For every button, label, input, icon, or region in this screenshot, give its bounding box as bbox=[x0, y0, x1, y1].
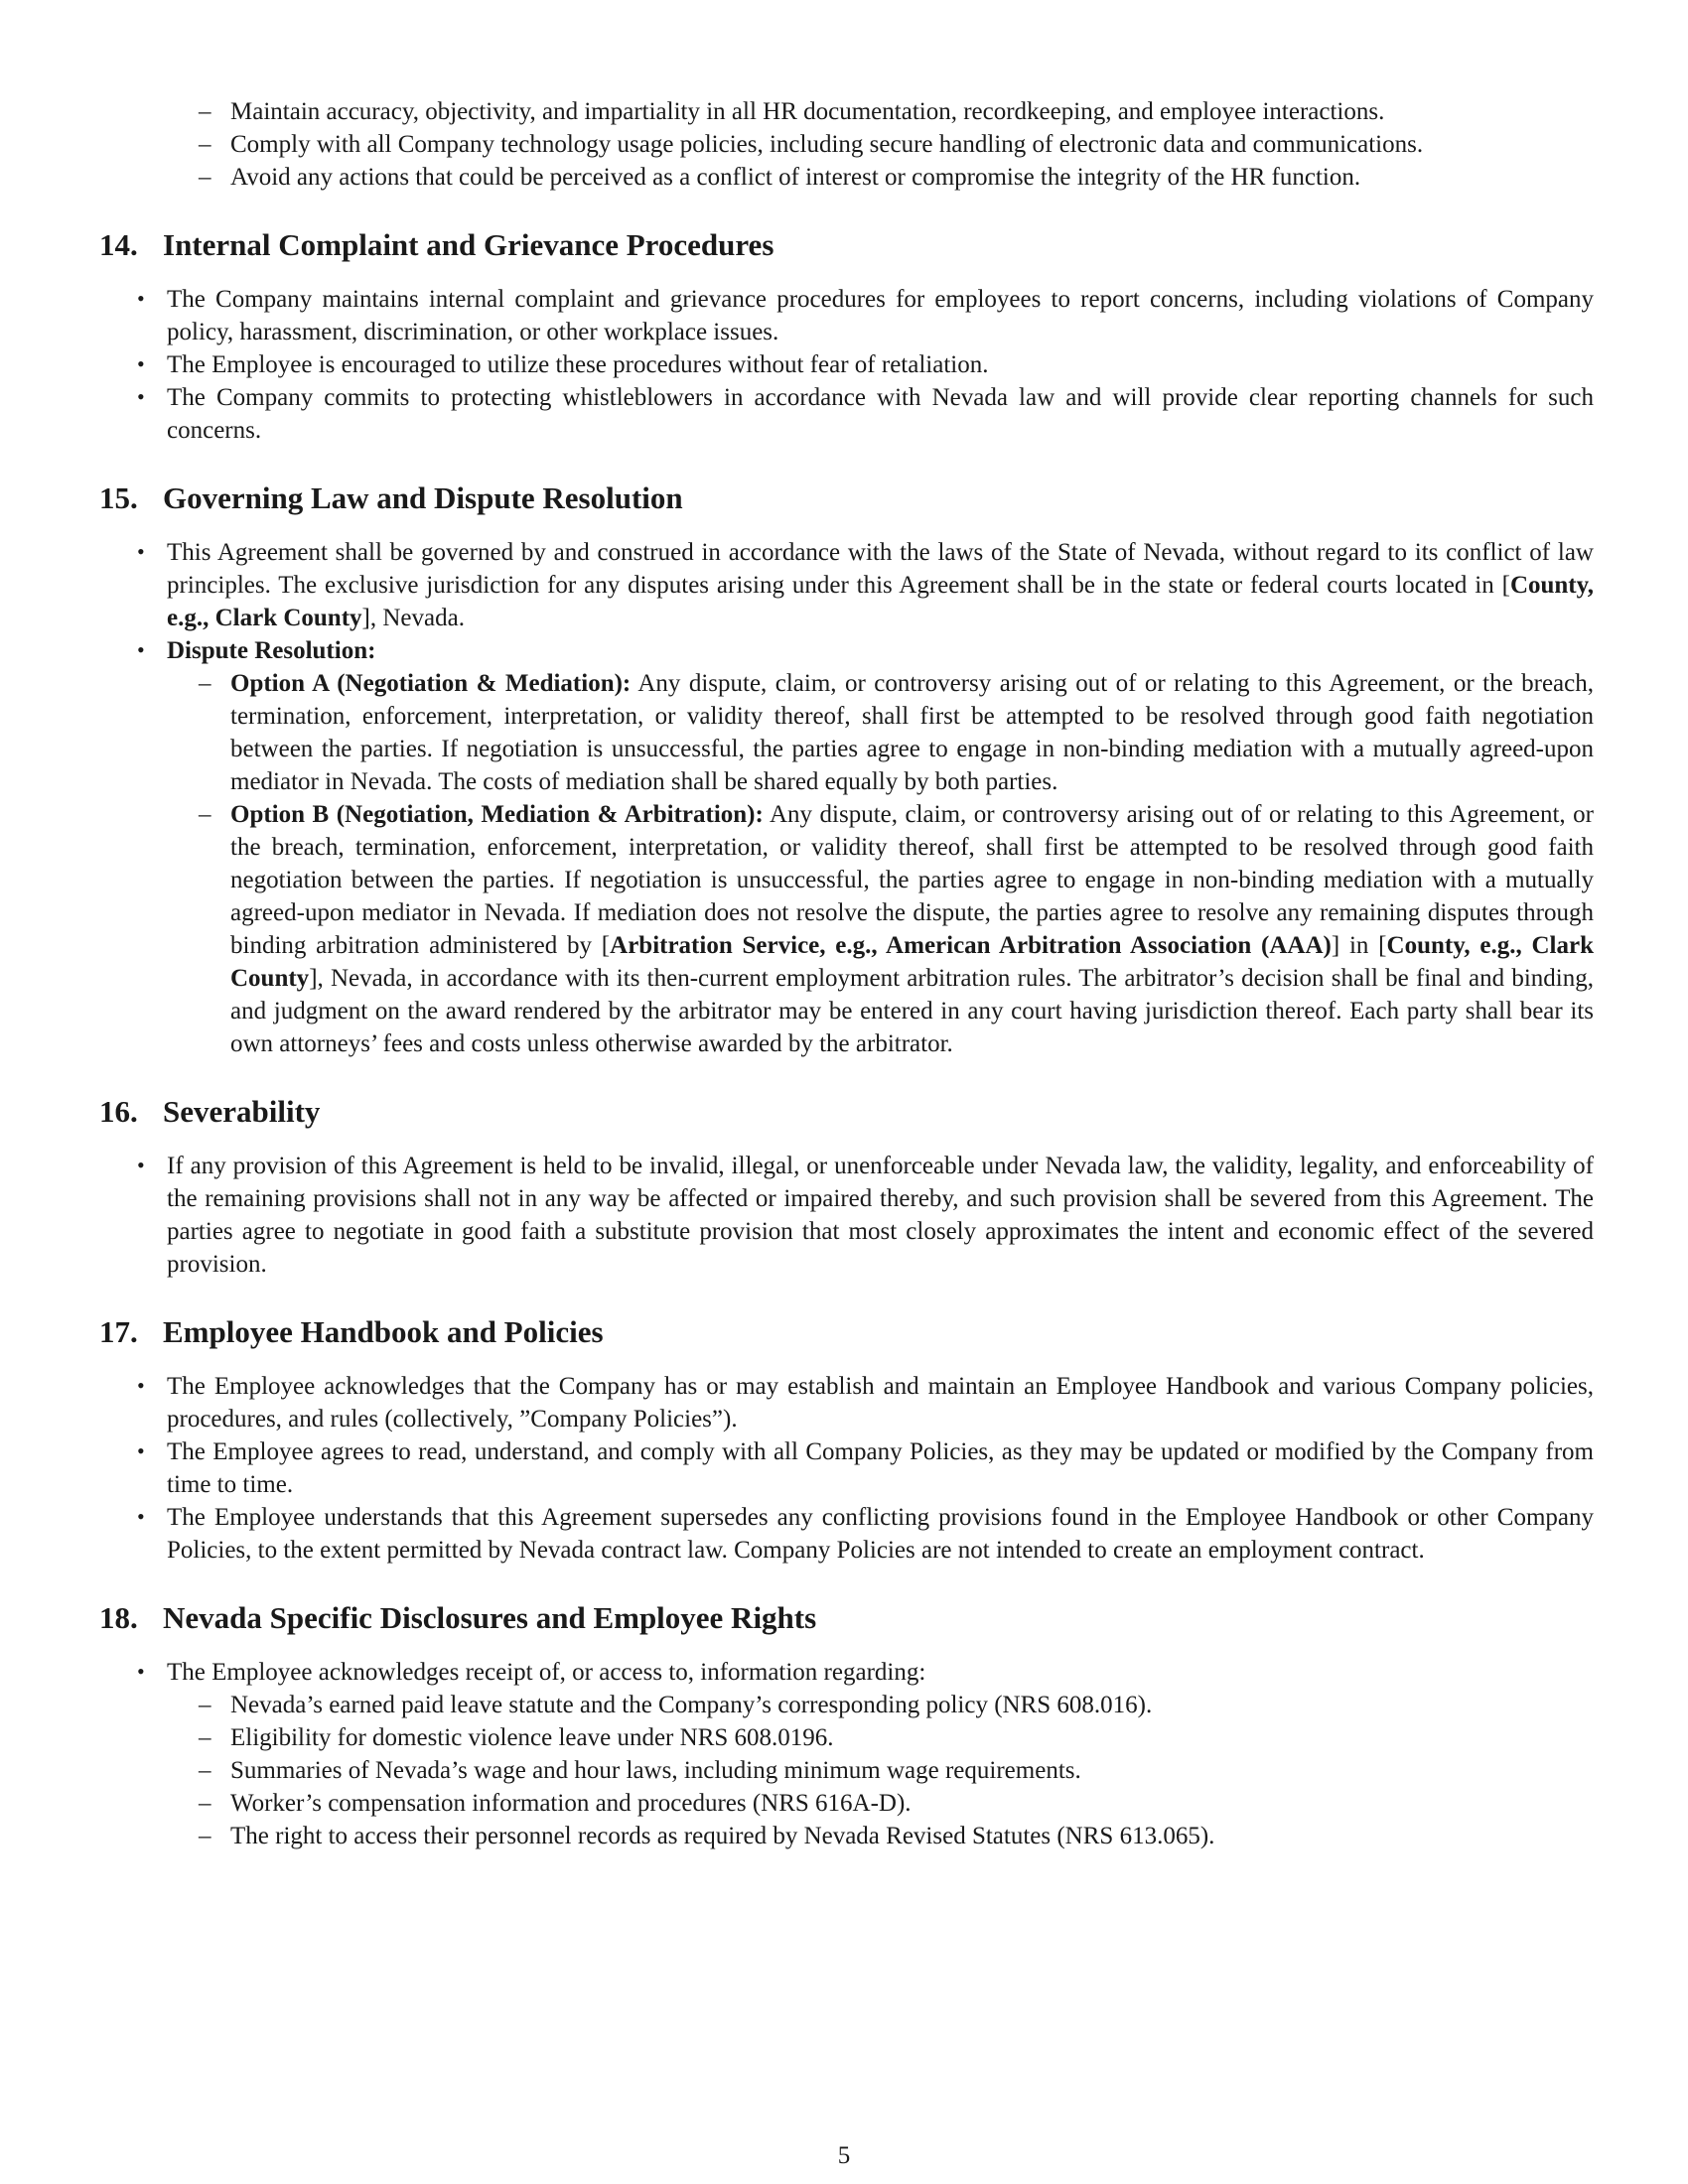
option-a-text: Any dispute, claim, or controversy arising out of or relating to this Agreement, or the breach, termination, enforcement, interpretation, or validity thereof, shall first be attempted to be resolved through good faith negotiation between the parties. If negotiation is unsuccessful, the parties agree to engage in non-binding mediation with a mutually agreed-upon mediator in Nevada. The costs of mediation shall be shared equally by both parties. bbox=[230, 670, 1594, 795]
section-number: 15. bbox=[99, 480, 138, 515]
section-heading-14 bbox=[99, 227, 1594, 263]
list-item-text: The Employee acknowledges receipt of, or access to, information regarding: bbox=[167, 1659, 926, 1686]
list-item-text: The Company commits to protecting whistleblowers in accordance with Nevada law and will provide clear reporting channels for such concerns. bbox=[167, 384, 1594, 444]
list-item-text: The Employee acknowledges that the Company has or may establish and maintain an Employee Handbook and various Company policies, procedures, and rules (collectively, ”Company Policies”). bbox=[167, 1373, 1594, 1433]
section-number: 17. bbox=[99, 1314, 138, 1349]
option-b-text: Any dispute, claim, or controversy arising out of or relating to this Agreement, or the breach, termination, enforcement, interpretation, or validity thereof, shall first be attempted to be resolved through good faith negotiation between the parties. If negotiation is unsuccessful, the parties agree to engage in non-binding mediation with a mutually agreed-upon mediator in Nevada. If mediation does not resolve the dispute, the parties agree to resolve any remaining disputes through binding arbitration administered by [ bbox=[230, 801, 1594, 959]
list-item: • The Company maintains internal complaint and grievance procedures for employees to report concerns, including violations of Company policy, harassment, discrimination, or other workplace issues. bbox=[137, 286, 1594, 345]
list-item: – Summaries of Nevada’s wage and hour laws, including minimum wage requirements. bbox=[199, 1757, 1081, 1784]
county-placeholder: County, e.g., Clark County bbox=[167, 572, 1594, 631]
list-item: – Nevada’s earned paid leave statute and the Company’s corresponding policy (NRS 608.016). bbox=[199, 1692, 1153, 1718]
list-item: – Worker’s compensation information and procedures (NRS 616A-D). bbox=[199, 1790, 912, 1817]
section-18-list bbox=[99, 1656, 1594, 1852]
list-item: – Option A (Negotiation & Mediation): Any dispute, claim, or controversy arising out of or relating to this Agreement, or the breach, termination, enforcement, interpretation, or validity thereof, shall first be attempted to be resolved through good faith negotiation between the parties. If negotiation is unsuccessful, the parties agree to engage in non-binding mediation with a mutually agreed-upon mediator in Nevada. The costs of mediation shall be shared equally by both parties. bbox=[199, 670, 1594, 795]
disclosures-list bbox=[167, 1689, 1594, 1852]
list-item-text: The Employee is encouraged to utilize these procedures without fear of retaliation. bbox=[167, 351, 989, 378]
list-item-text: Avoid any actions that could be perceived as a conflict of interest or compromise the integrity of the HR function. bbox=[230, 164, 1361, 191]
list-item: • The Employee understands that this Agreement supersedes any conflicting provisions found in the Employee Handbook or other Company Policies, to the extent permitted by Nevada contract law. Company Policies are not intended to create an employment contract. bbox=[137, 1504, 1594, 1564]
section-title: Internal Complaint and Grievance Procedures bbox=[163, 227, 774, 262]
list-item-text: Maintain accuracy, objectivity, and impartiality in all HR documentation, recordkeeping, and employee interactions. bbox=[230, 98, 1385, 125]
list-item: – Option B (Negotiation, Mediation & Arbitration): Any dispute, claim, or controversy arising out of or relating to this Agreement, or the breach, termination, enforcement, interpretation, or validity thereof, shall first be attempted to be resolved through good faith negotiation between the parties. If negotiation is unsuccessful, the parties agree to engage in non-binding mediation with a mutually agreed-upon mediator in Nevada. If mediation does not resolve the dispute, the parties agree to resolve any remaining disputes through binding arbitration administered by [Arbitration Service, e.g., American Arbitration Association (AAA)] in [County, e.g., Clark County], Nevada, in accordance with its then-current employment arbitration rules. The arbitrator’s decision shall be final and binding, and judgment on the award rendered by the arbitrator may be entered in any court having jurisdiction thereof. Each party shall bear its own attorneys’ fees and costs unless otherwise awarded by the arbitrator. bbox=[199, 801, 1594, 1057]
section-heading-17 bbox=[99, 1314, 1594, 1350]
list-item: • The Employee acknowledges that the Company has or may establish and maintain an Employee Handbook and various Company policies, procedures, and rules (collectively, ”Company Policies”). bbox=[137, 1373, 1594, 1433]
list-item-text: The Company maintains internal complaint and grievance procedures for employees to report concerns, including violations of Company policy, harassment, discrimination, or other workplace issues. bbox=[167, 286, 1594, 345]
section-17-list bbox=[99, 1370, 1594, 1567]
page-number: 5 bbox=[837, 2142, 851, 2169]
section-title: Employee Handbook and Policies bbox=[163, 1314, 604, 1349]
list-item-text: Worker’s compensation information and procedures (NRS 616A-D). bbox=[230, 1790, 912, 1817]
arbitration-placeholder: Arbitration Service, e.g., American Arbitration Association (AAA) bbox=[610, 932, 1332, 959]
section-title: Governing Law and Dispute Resolution bbox=[163, 480, 683, 515]
intro-list bbox=[99, 95, 1594, 194]
dispute-options-list bbox=[167, 667, 1594, 1060]
list-item: • This Agreement shall be governed by and construed in accordance with the laws of the State of Nevada, without regard to its conflict of law principles. The exclusive jurisdiction for any disputes arising under this Agreement shall be in the state or federal courts located in [County, e.g., Clark County], Nevada. bbox=[137, 539, 1594, 631]
document-page bbox=[99, 95, 1594, 1852]
option-a-label: Option A (Negotiation & Mediation): bbox=[230, 670, 632, 697]
section-heading-16 bbox=[99, 1094, 1594, 1130]
list-item: • The Employee agrees to read, understand, and comply with all Company Policies, as they may be updated or modified by the Company from time to time. bbox=[137, 1438, 1594, 1498]
list-item: • The Company commits to protecting whistleblowers in accordance with Nevada law and will provide clear reporting channels for such concerns. bbox=[137, 384, 1594, 444]
section-heading-15 bbox=[99, 480, 1594, 516]
section-14-list bbox=[99, 283, 1594, 447]
list-item-text: If any provision of this Agreement is held to be invalid, illegal, or unenforceable under Nevada law, the validity, legality, and enforceability of the remaining provisions shall not in any way be affected or impaired thereby, and such provision shall be severed from this Agreement. The parties agree to negotiate in good faith a substitute provision that most closely approximates the intent and economic effect of the severed provision. bbox=[167, 1153, 1594, 1278]
list-item-text: Summaries of Nevada’s wage and hour laws, including minimum wage requirements. bbox=[230, 1757, 1081, 1784]
section-16-list bbox=[99, 1150, 1594, 1281]
option-b-label: Option B (Negotiation, Mediation & Arbitration): bbox=[230, 801, 764, 828]
list-item-text: The right to access their personnel records as required by Nevada Revised Statutes (NRS 613.065). bbox=[230, 1823, 1215, 1849]
dispute-resolution-label: Dispute Resolution: bbox=[167, 637, 376, 664]
section-15-list bbox=[99, 536, 1594, 1060]
list-item: – The right to access their personnel records as required by Nevada Revised Statutes (NRS 613.065). bbox=[199, 1823, 1215, 1849]
list-item: – Comply with all Company technology usage policies, including secure handling of electronic data and communications. bbox=[199, 131, 1424, 158]
list-item: • If any provision of this Agreement is held to be invalid, illegal, or unenforceable under Nevada law, the validity, legality, and enforceability of the remaining provisions shall not in any way be affected or impaired thereby, and such provision shall be severed from this Agreement. The parties agree to negotiate in good faith a substitute provision that most closely approximates the intent and economic effect of the severed provision. bbox=[137, 1153, 1594, 1278]
section-number: 18. bbox=[99, 1600, 138, 1635]
section-title: Severability bbox=[163, 1094, 321, 1129]
list-item: – Eligibility for domestic violence leave under NRS 608.0196. bbox=[199, 1724, 834, 1751]
list-item-text: The Employee agrees to read, understand, and comply with all Company Policies, as they may be updated or modified by the Company from time to time. bbox=[167, 1438, 1594, 1498]
list-item: – Avoid any actions that could be perceived as a conflict of interest or compromise the integrity of the HR function. bbox=[199, 164, 1361, 191]
list-item: • Dispute Resolution: – Option A (Negotiation & Mediation): Any dispute, claim, or controversy arising out of or relating to this Agreement, or the breach, termination, enforcement, interpretation, or validity thereof, shall first be attempted to be resolved through good faith negotiation between the parties. If negotiation is unsuccessful, the parties agree to engage in non-binding mediation with a mutually agreed-upon mediator in Nevada. The costs of mediation shall be shared equally by both parties. – Option B (Negotiation, Mediation & Arbitration): Any dispute, claim, or controversy arising out of or relating to this Agreement, or the breach, termination, enforcement, interpretation, or validity thereof, shall first be attempted to be resolved through good faith negotiation between the parties. If negotiation is unsuccessful, the parties agree to engage in non-binding mediation with a mutually agreed-upon mediator in Nevada. If mediation does not resolve the dispute, the parties agree to resolve any remaining disputes through binding arbitration administered by [Arbitration Service, e.g., American Arbitration Association (AAA)] in [County, e.g., Clark County], Nevada, in accordance with its then-current employment arbitration rules. The arbitrator’s decision shall be final and binding, and judgment on the award rendered by the arbitrator may be entered in any court having jurisdiction thereof. Each party shall bear its own attorneys’ fees and costs unless otherwise awarded by the arbitrator. bbox=[99, 634, 1594, 1060]
list-item-text: The Employee understands that this Agreement supersedes any conflicting provisions found in the Employee Handbook or other Company Policies, to the extent permitted by Nevada contract law. Company Policies are not intended to create an employment contract. bbox=[167, 1504, 1594, 1564]
list-item-text: Comply with all Company technology usage policies, including secure handling of electronic data and communications. bbox=[230, 131, 1424, 158]
county-placeholder: County, e.g., Clark County bbox=[230, 932, 1594, 992]
list-item-text: Eligibility for domestic violence leave under NRS 608.0196. bbox=[230, 1724, 834, 1751]
section-title: Nevada Specific Disclosures and Employee Rights bbox=[163, 1600, 817, 1635]
section-heading-18 bbox=[99, 1600, 1594, 1636]
list-item: – Maintain accuracy, objectivity, and impartiality in all HR documentation, recordkeeping, and employee interactions. bbox=[199, 98, 1385, 125]
list-item: • The Employee is encouraged to utilize these procedures without fear of retaliation. bbox=[137, 351, 989, 378]
governing-law-text: This Agreement shall be governed by and construed in accordance with the laws of the State of Nevada, without regard to its conflict of law principles. The exclusive jurisdiction for any disputes arising under this Agreement shall be in the state or federal courts located in [ bbox=[167, 539, 1594, 599]
list-item: • The Employee acknowledges receipt of, or access to, information regarding: – Nevada’s earned paid leave statute and the Company’s corresponding policy (NRS 608.016). – Eligibility for domestic violence leave under NRS 608.0196. – Summaries of Nevada’s wage and hour laws, including minimum wage requirements. – Worker’s compensation information and procedures (NRS 616A-D). – The right to access their personnel records as required by Nevada Revised Statutes (NRS 613.065). bbox=[99, 1656, 1594, 1852]
section-number: 14. bbox=[99, 227, 138, 262]
section-number: 16. bbox=[99, 1094, 138, 1129]
list-item-text: Nevada’s earned paid leave statute and the Company’s corresponding policy (NRS 608.016). bbox=[230, 1692, 1153, 1718]
